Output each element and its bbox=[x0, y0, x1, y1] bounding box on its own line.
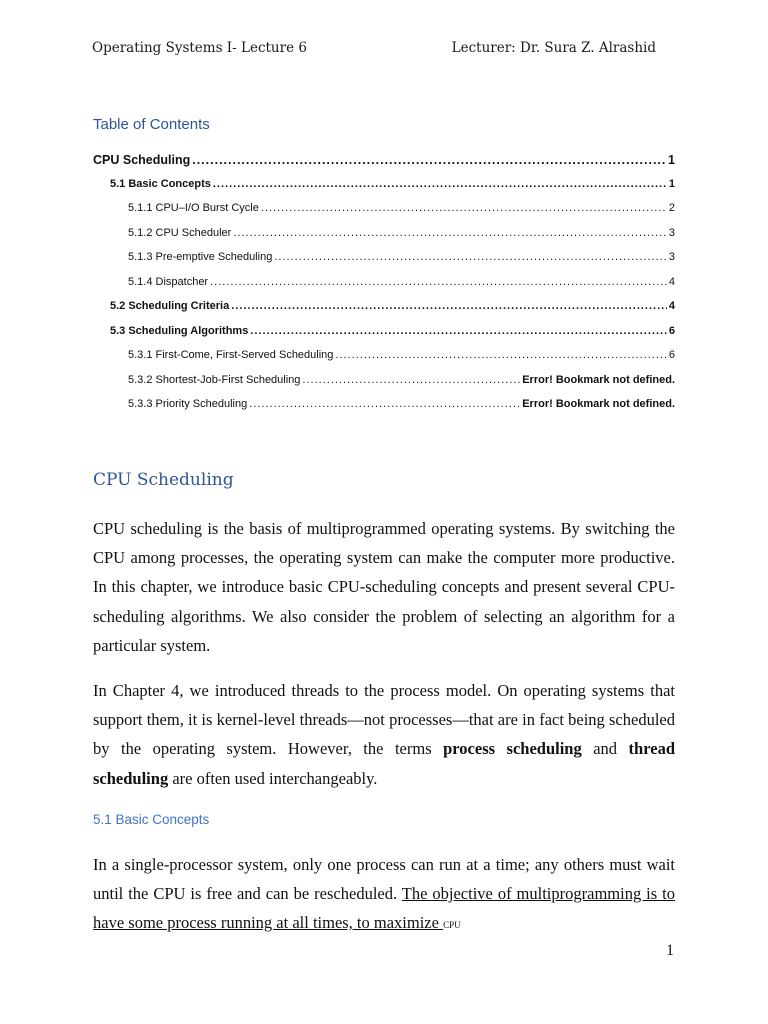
toc-entry[interactable] bbox=[93, 398, 675, 423]
toc-entry-label: CPU Scheduling bbox=[93, 153, 191, 167]
toc-entry-page: 3 bbox=[668, 226, 675, 239]
toc-entry-page: 1 bbox=[668, 153, 675, 167]
toc-entry-label: 5.1 Basic Concepts bbox=[110, 177, 211, 190]
toc-leader-dots bbox=[250, 325, 667, 337]
cpu-small-text: CPU bbox=[443, 920, 461, 931]
toc-entry-page: 4 bbox=[668, 275, 675, 288]
toc-entry-page: 4 bbox=[668, 300, 675, 312]
intro-paragraph: CPU scheduling is the basis of multiprogrammed operating systems. By switching the CPU among processes, the operating system can make the computer more productive. In this chapter, we introduce basic CPU-scheduling concepts and present several CPU-scheduling algorithms. We also consider the problem of selecting an algorithm for a particular system. bbox=[93, 519, 675, 655]
toc-leader-dots bbox=[261, 202, 667, 214]
toc-leader-dots bbox=[302, 374, 520, 386]
underlined-objective: The objective of multiprogramming is to have some process running at all times, to maximize bbox=[93, 884, 675, 933]
toc-entry[interactable] bbox=[93, 251, 675, 276]
toc-entry-label: 5.3 Scheduling Algorithms bbox=[110, 324, 249, 337]
term-thread-scheduling: thread scheduling bbox=[93, 739, 675, 788]
toc-entry[interactable] bbox=[93, 374, 675, 399]
toc-leader-dots bbox=[192, 153, 666, 167]
paragraph-text: are often used interchangeably. bbox=[168, 768, 378, 788]
toc-entry-page: 1 bbox=[668, 177, 675, 190]
basic-concepts-paragraph bbox=[93, 850, 675, 941]
header-lecturer: Lecturer: Dr. Sura Z. Alrashid bbox=[451, 40, 656, 56]
toc-leader-dots bbox=[335, 349, 666, 361]
toc-entry-label: 5.3.2 Shortest-Job-First Scheduling bbox=[128, 373, 301, 386]
toc-entry[interactable] bbox=[93, 276, 675, 301]
toc-entry[interactable] bbox=[93, 300, 675, 325]
toc-entry[interactable] bbox=[93, 202, 675, 227]
toc-entry-label: 5.2 Scheduling Criteria bbox=[110, 300, 230, 312]
toc-entry[interactable] bbox=[93, 325, 675, 350]
toc-entry[interactable] bbox=[93, 349, 675, 374]
toc-entry-page: 2 bbox=[668, 202, 675, 214]
toc-leader-dots bbox=[233, 227, 667, 239]
running-header bbox=[92, 40, 656, 60]
toc-entry-page: 6 bbox=[668, 324, 675, 337]
toc-entry[interactable] bbox=[93, 178, 675, 203]
section-heading: CPU Scheduling bbox=[93, 470, 234, 490]
toc-leader-dots bbox=[210, 276, 667, 288]
toc-entry-label: 5.1.3 Pre-emptive Scheduling bbox=[128, 251, 273, 263]
toc-entry-page-error: Error! Bookmark not defined. bbox=[522, 373, 675, 386]
paragraph-text: and bbox=[581, 739, 629, 759]
toc-leader-dots bbox=[274, 251, 667, 263]
paragraph-text: In a single-processor system, only one process can run at a time; any others must wait until the CPU is free and can be rescheduled. bbox=[93, 855, 675, 904]
subsection-heading: 5.1 Basic Concepts bbox=[93, 812, 210, 827]
paragraph-text: In Chapter 4, we introduced threads to the process model. On operating systems that support them, it is kernel-level threads—not processes—that are in fact being scheduled by the operating system. However, the terms bbox=[93, 681, 675, 759]
toc-leader-dots bbox=[213, 178, 667, 190]
threads-paragraph bbox=[93, 676, 675, 793]
toc-entry[interactable] bbox=[93, 227, 675, 252]
toc-entry-page-error: Error! Bookmark not defined. bbox=[522, 398, 675, 410]
toc-leader-dots bbox=[249, 398, 520, 410]
toc-entry-page: 3 bbox=[668, 251, 675, 263]
table-of-contents bbox=[93, 153, 675, 423]
toc-entry[interactable] bbox=[93, 153, 675, 178]
toc-entry-label: 5.3.1 First-Come, First-Served Scheduling bbox=[128, 349, 334, 361]
page-number: 1 bbox=[666, 942, 674, 959]
toc-entry-label: 5.3.3 Priority Scheduling bbox=[128, 398, 248, 410]
toc-entry-page: 6 bbox=[668, 349, 675, 361]
toc-entry-label: 5.1.2 CPU Scheduler bbox=[128, 226, 232, 239]
toc-entry-label: 5.1.1 CPU–I/O Burst Cycle bbox=[128, 202, 259, 214]
toc-title: Table of Contents bbox=[93, 116, 210, 133]
term-process-scheduling: process scheduling bbox=[443, 739, 582, 759]
toc-leader-dots bbox=[231, 300, 667, 312]
toc-entry-label: 5.1.4 Dispatcher bbox=[128, 275, 209, 288]
header-course-title: Operating Systems I- Lecture 6 bbox=[92, 40, 307, 56]
